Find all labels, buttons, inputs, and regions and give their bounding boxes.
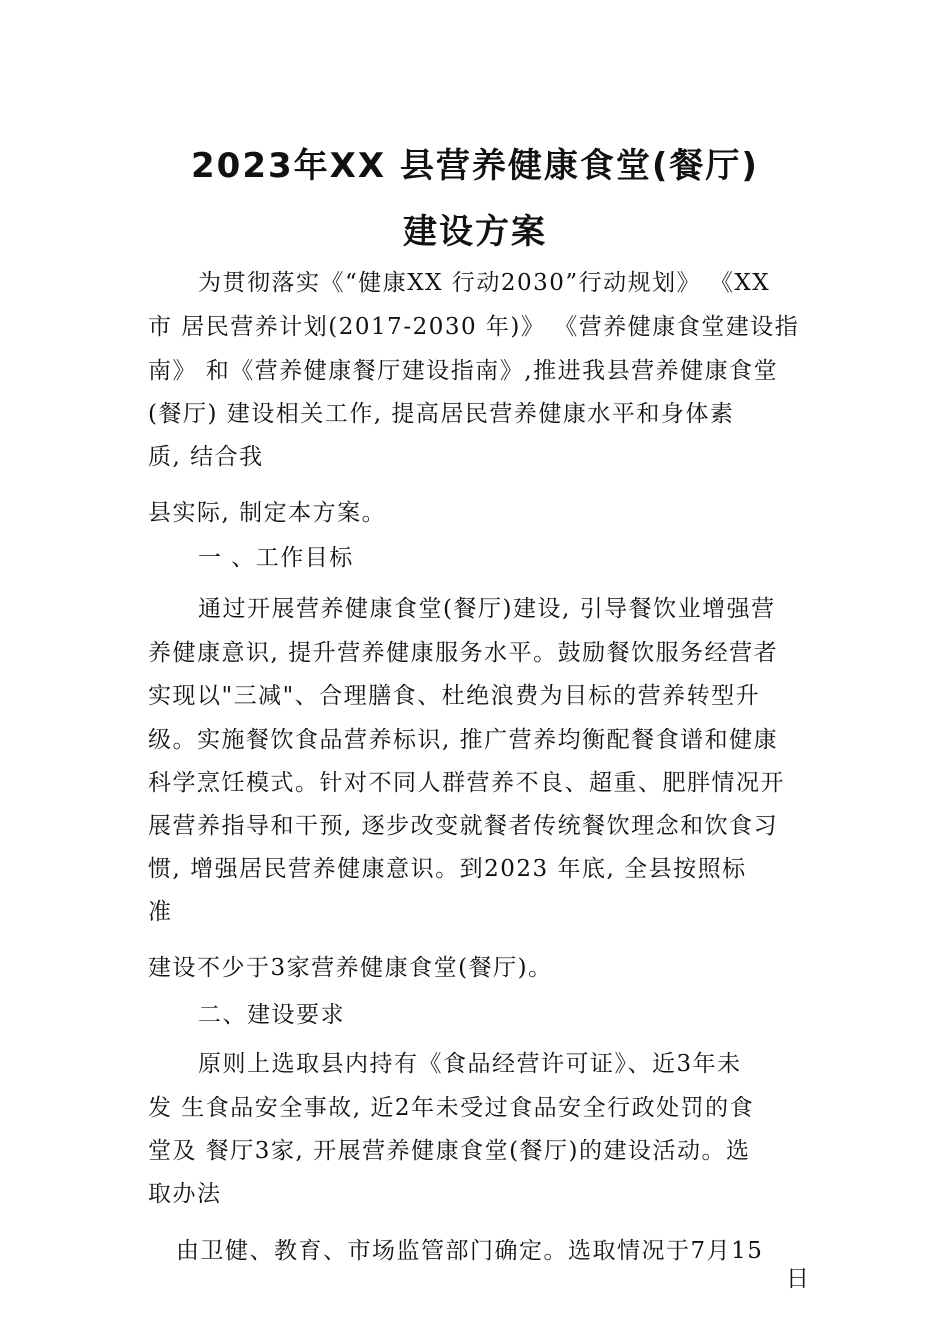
paragraph-line: 发 生食品安全事故, 近2年未受过食品安全行政处罚的食 <box>148 1095 755 1121</box>
paragraph-line: 级。实施餐饮食品营养标识, 推广营养均衡配餐食谱和健康 <box>148 727 779 753</box>
section-heading: 二、建设要求 <box>198 1002 345 1028</box>
paragraph-line: 日 <box>786 1266 811 1292</box>
paragraph-line: 质, 结合我 <box>148 444 264 470</box>
paragraph-line: 原则上选取县内持有《食品经营许可证》、近3年未 <box>198 1051 742 1077</box>
paragraph-line: 建设不少于3家营养健康食堂(餐厅)。 <box>148 955 553 981</box>
paragraph-line: 取办法 <box>148 1181 222 1207</box>
paragraph-line: 通过开展营养健康食堂(餐厅)建设, 引导餐饮业增强营 <box>198 596 776 622</box>
section-heading: 一 、工作目标 <box>198 545 354 571</box>
paragraph-line: 实现以"三减"、合理膳食、杜绝浪费为目标的营养转型升 <box>148 683 761 709</box>
paragraph-line: 县实际, 制定本方案。 <box>148 500 387 526</box>
paragraph-line: 由卫健、教育、市场监管部门确定。选取情况于7月15 <box>176 1238 764 1264</box>
document-title-line-1: 2023年XX 县营养健康食堂(餐厅) <box>191 146 759 186</box>
paragraph-line: 为贯彻落实《“健康XX 行动2030”行动规划》 《XX <box>198 270 771 296</box>
paragraph-line: 市 居民营养计划(2017-2030 年)》 《营养健康食堂建设指 <box>148 314 800 340</box>
paragraph-line: (餐厅) 建设相关工作, 提高居民营养健康水平和身体素 <box>148 401 735 427</box>
paragraph-line: 准 <box>148 899 173 925</box>
document-title-line-2: 建设方案 <box>403 212 547 252</box>
paragraph-line: 南》 和《营养健康餐厅建设指南》,推进我县营养健康食堂 <box>148 358 779 384</box>
paragraph-line: 展营养指导和干预, 逐步改变就餐者传统餐饮理念和饮食习 <box>148 813 779 839</box>
paragraph-line: 惯, 增强居民营养健康意识。到2023 年底, 全县按照标 <box>148 856 747 882</box>
paragraph-line: 科学烹饪模式。针对不同人群营养不良、超重、肥胖情况开 <box>148 770 785 796</box>
paragraph-line: 养健康意识, 提升营养健康服务水平。鼓励餐饮服务经营者 <box>148 640 779 666</box>
paragraph-line: 堂及 餐厅3家, 开展营养健康食堂(餐厅)的建设活动。选 <box>148 1138 751 1164</box>
